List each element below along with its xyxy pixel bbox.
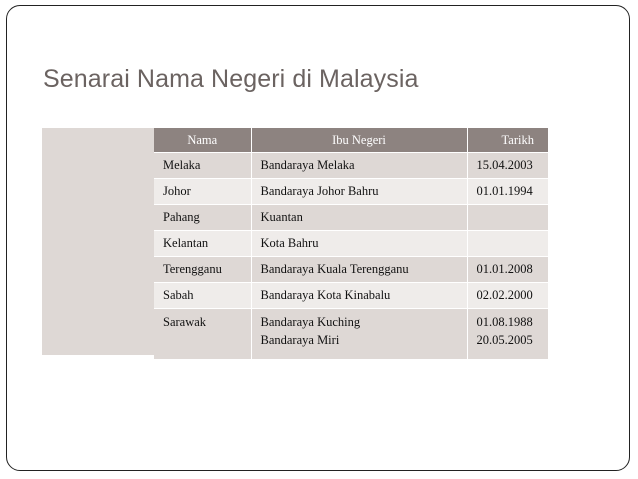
cell-tarikh-line: 01.08.1988 [476,315,533,329]
cell-nama: Johor [154,179,251,205]
cell-nama: Pahang [154,205,251,231]
cell-ibu-negeri-line: Bandaraya Melaka [260,158,355,172]
cell-tarikh [467,153,548,179]
cell-ibu-negeri-line: Bandaraya Miri [260,333,340,347]
table-header-row [154,128,548,153]
table-row [154,179,548,205]
table-row [154,205,548,231]
table-body [154,153,548,360]
cell-ibu-negeri-line: Bandaraya Johor Bahru [260,184,379,198]
cell-tarikh-line: 15.04.2003 [476,158,533,172]
cell-ibu-negeri [251,153,467,179]
cell-tarikh-line: 01.01.2008 [476,262,533,276]
cell-nama: Sarawak [154,309,251,360]
table-row [154,153,548,179]
cell-nama: Kelantan [154,231,251,257]
cell-tarikh [467,309,548,360]
cell-ibu-negeri [251,283,467,309]
cell-tarikh-line: 20.05.2005 [476,333,533,347]
states-table [154,128,548,359]
table-row [154,257,548,283]
cell-tarikh [467,231,548,257]
cell-nama: Sabah [154,283,251,309]
cell-ibu-negeri-line: Bandaraya Kuala Terengganu [260,262,409,276]
cell-ibu-negeri-line: Kota Bahru [260,236,319,250]
cell-nama: Terengganu [154,257,251,283]
header-ibu-negeri: Ibu Negeri [251,128,467,153]
table-row [154,231,548,257]
cell-ibu-negeri [251,309,467,360]
table-row [154,309,548,360]
cell-ibu-negeri [251,205,467,231]
table-row [154,283,548,309]
cell-ibu-negeri [251,231,467,257]
cell-ibu-negeri [251,179,467,205]
table-background [42,128,548,355]
cell-ibu-negeri [251,257,467,283]
slide-title: Senarai Nama Negeri di Malaysia [43,65,419,93]
cell-tarikh [467,257,548,283]
cell-tarikh [467,205,548,231]
cell-ibu-negeri-line: Bandaraya Kuching [260,315,361,329]
cell-tarikh-line: 02.02.2000 [476,288,533,302]
cell-ibu-negeri-line: Kuantan [260,210,303,224]
cell-nama: Melaka [154,153,251,179]
cell-ibu-negeri-line: Bandaraya Kota Kinabalu [260,288,391,302]
cell-tarikh [467,179,548,205]
header-tarikh: Tarikh [467,128,548,153]
cell-tarikh-line: 01.01.1994 [476,184,533,198]
header-nama: Nama [154,128,251,153]
cell-tarikh [467,283,548,309]
